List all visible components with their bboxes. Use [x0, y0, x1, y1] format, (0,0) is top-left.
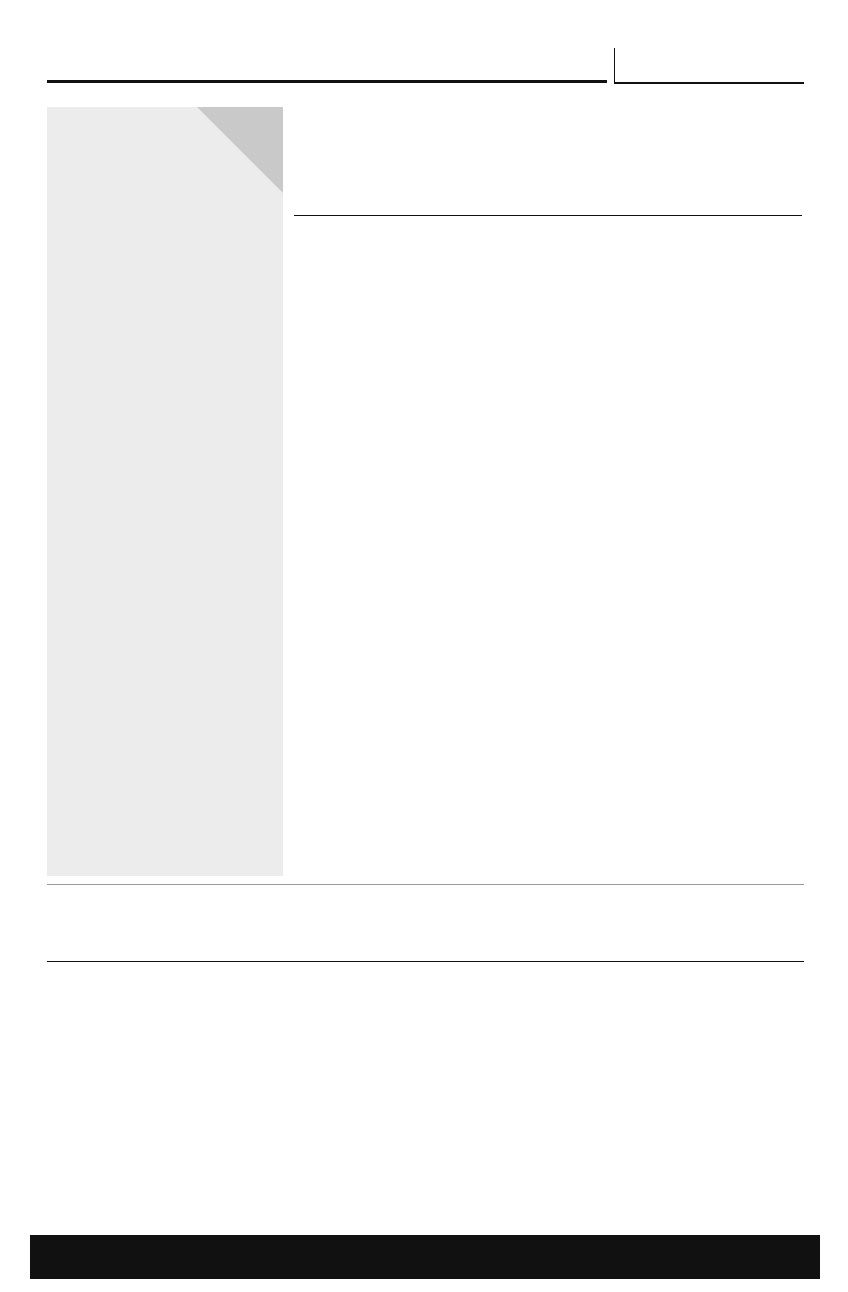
- header-rule-left: [47, 80, 607, 83]
- main-byline-rule: [294, 215, 802, 216]
- side-article-body: [59, 291, 272, 869]
- main-article-column-3: [548, 255, 670, 875]
- header-rule-right: [614, 82, 804, 84]
- second-article-column-3: [289, 1010, 419, 1230]
- second-article-column-6: [681, 1010, 805, 1230]
- second-article-column-2: [175, 1010, 284, 1230]
- header-divider: [614, 48, 615, 82]
- second-byline-rule: [47, 961, 804, 962]
- main-article-column-2: [420, 255, 542, 875]
- main-article-column-4: [676, 255, 804, 875]
- second-article-column-4: [424, 1010, 552, 1230]
- panel-corner-triangle: [197, 107, 283, 193]
- section-divider-rule: [47, 884, 804, 885]
- second-article-column-1: [60, 1010, 171, 1230]
- main-article-column-1: [292, 255, 414, 875]
- imprint-bar: [30, 1235, 820, 1279]
- second-article-column-5: [556, 1010, 676, 1230]
